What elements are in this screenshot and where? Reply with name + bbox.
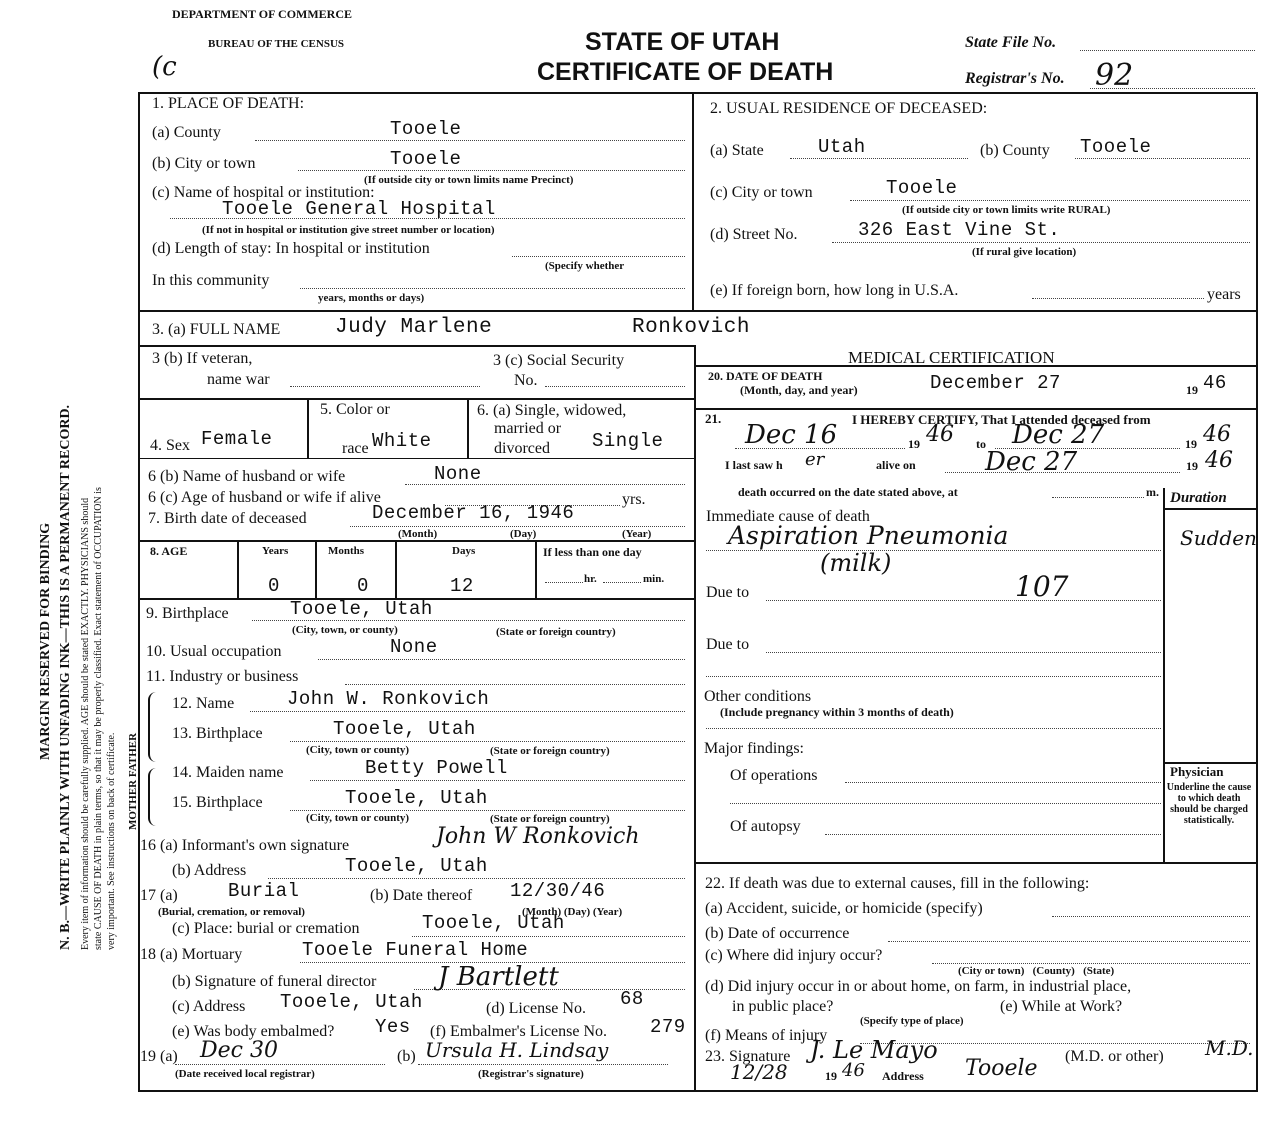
marital-label-2: married or bbox=[494, 420, 562, 437]
certify-to: Dec 27 bbox=[1012, 420, 1105, 450]
autopsy-label: Of autopsy bbox=[730, 818, 801, 835]
sex-value: Female bbox=[201, 428, 273, 450]
form-title-certificate: CERTIFICATE OF DEATH bbox=[537, 58, 834, 86]
residence-street-value: 326 East Vine St. bbox=[858, 219, 1061, 241]
mother-maiden-label: 14. Maiden name bbox=[172, 764, 284, 781]
place-hospital-label: (c) Name of hospital or institution: bbox=[152, 184, 375, 201]
signature-address: Tooele bbox=[965, 1056, 1038, 1081]
major-findings-label: Major findings: bbox=[704, 740, 804, 757]
birth-label: 7. Birth date of deceased bbox=[148, 510, 307, 527]
other-conditions-label: Other conditions bbox=[704, 688, 812, 705]
birthplace-note-2: (State or foreign country) bbox=[496, 626, 616, 638]
external-heading: 22. If death was due to external causes, fill in the following: bbox=[705, 875, 1090, 892]
father-name-value: John W. Ronkovich bbox=[287, 688, 490, 710]
margin-line2: Every item of information should be carefully supplied. AGE should be stated EXACTLY. PHYSICIANS should bbox=[80, 497, 91, 950]
bureau-label: BUREAU OF THE CENSUS bbox=[208, 38, 345, 50]
external-e: (e) While at Work? bbox=[1000, 998, 1123, 1015]
immediate-cause-label: Immediate cause of death bbox=[706, 508, 870, 525]
state-file-label: State File No. bbox=[965, 34, 1057, 51]
veteran-label: 3 (b) If veteran, bbox=[152, 350, 253, 367]
duration-label: Duration bbox=[1170, 490, 1227, 506]
margin-line4: very important. See instructions on back of certificate. bbox=[106, 732, 117, 950]
name-label: 3. (a) FULL NAME bbox=[152, 321, 281, 338]
mortuary-address-label: (c) Address bbox=[172, 998, 246, 1015]
signature-value: J. Le Mayo bbox=[810, 1036, 938, 1064]
medical-heading: MEDICAL CERTIFICATION bbox=[848, 348, 1055, 367]
external-b: (b) Date of occurrence bbox=[705, 925, 850, 942]
birthplace-label: 9. Birthplace bbox=[146, 605, 229, 622]
alive-date: Dec 27 bbox=[985, 447, 1078, 477]
death-occurred-label: death occurred on the date stated above, at bbox=[738, 485, 958, 499]
age-label: 8. AGE bbox=[150, 544, 188, 558]
duration-value: Sudden bbox=[1180, 526, 1257, 550]
embalmed-value: Yes bbox=[375, 1016, 411, 1038]
age-years-label: Years bbox=[262, 545, 289, 557]
informant-address-label: (b) Address bbox=[172, 862, 247, 879]
signature-md-value: M.D. bbox=[1205, 1036, 1254, 1060]
age-months-value: 0 bbox=[357, 575, 369, 597]
age-min-label: min. bbox=[643, 573, 665, 585]
place-hospital-note: (If not in hospital or institution give street number or location) bbox=[202, 224, 495, 236]
place-stay-label: (d) Length of stay: In hospital or institution bbox=[152, 240, 430, 257]
alive-label: alive on bbox=[876, 458, 916, 472]
place-specify: (Specify whether bbox=[545, 260, 625, 272]
signature-year-prefix: 19 bbox=[825, 1069, 837, 1083]
embalmer-value: 279 bbox=[650, 1016, 686, 1038]
death-year-prefix: 19 bbox=[1186, 383, 1198, 397]
registrar-sig-label: (b) bbox=[397, 1048, 416, 1065]
residence-county-value: Tooele bbox=[1080, 136, 1152, 158]
certify-to-prefix: 19 bbox=[1185, 437, 1197, 451]
residence-foreign-label: (e) If foreign born, how long in U.S.A. bbox=[710, 282, 959, 299]
residence-heading: 2. USUAL RESIDENCE OF DECEASED: bbox=[710, 100, 988, 117]
residence-city-note: (If outside city or town limits write RURAL) bbox=[902, 204, 1111, 216]
external-d: (d) Did injury occur in or about home, on farm, in industrial place, bbox=[705, 978, 1132, 995]
place-hospital-value: Tooele General Hospital bbox=[222, 198, 496, 220]
department-label: DEPARTMENT OF COMMERCE bbox=[172, 7, 353, 21]
residence-state-value: Utah bbox=[818, 136, 866, 158]
birth-year-note: (Year) bbox=[622, 528, 652, 540]
burial-date-note: (Month) (Day) (Year) bbox=[522, 906, 623, 918]
margin-line1: N. B.—WRITE PLAINLY WITH UNFADING INK—THIS IS A PERMANENT RECORD. bbox=[58, 404, 73, 950]
form-title-state: STATE OF UTAH bbox=[585, 28, 780, 56]
mother-birthplace-label: 15. Birthplace bbox=[172, 794, 263, 811]
name-first: Judy Marlene bbox=[335, 316, 493, 339]
certify-from-prefix: 19 bbox=[908, 437, 920, 451]
other-conditions-note: (Include pregnancy within 3 months of death) bbox=[720, 705, 954, 719]
embalmed-label: (e) Was body embalmed? bbox=[172, 1023, 335, 1040]
external-a: (a) Accident, suicide, or homicide (specify) bbox=[705, 900, 983, 917]
physician-label: Physician bbox=[1170, 764, 1224, 779]
ss-label: 3 (c) Social Security bbox=[493, 352, 625, 369]
place-community-label: In this community bbox=[152, 272, 270, 289]
race-value: White bbox=[372, 430, 432, 452]
father-birthplace-value: Tooele, Utah bbox=[333, 718, 476, 740]
corner-mark: (c bbox=[152, 52, 177, 82]
death-date-value: December 27 bbox=[930, 372, 1061, 394]
color-label: 5. Color or bbox=[320, 401, 390, 418]
informant-address-value: Tooele, Utah bbox=[345, 855, 488, 877]
embalmer-label: (f) Embalmer's License No. bbox=[430, 1023, 608, 1040]
residence-city-label: (c) City or town bbox=[710, 184, 813, 201]
mother-maiden-value: Betty Powell bbox=[365, 757, 508, 779]
father-birthplace-label: 13. Birthplace bbox=[172, 725, 263, 742]
father-note-1: (City, town or county) bbox=[306, 744, 410, 756]
signature-address-label: Address bbox=[882, 1069, 924, 1083]
mother-father-label: MOTHER FATHER bbox=[127, 732, 139, 830]
birth-month-note: (Month) bbox=[398, 528, 438, 540]
age-hr-label: hr. bbox=[584, 573, 597, 585]
last-saw-who: er bbox=[805, 449, 825, 470]
place-county-value: Tooele bbox=[390, 118, 462, 140]
place-city-note: (If outside city or town limits name Precinct) bbox=[364, 174, 574, 186]
occupation-value: None bbox=[390, 636, 438, 658]
age-months-label: Months bbox=[328, 545, 365, 557]
occupation-label: 10. Usual occupation bbox=[146, 643, 282, 660]
registrar-no-label: Registrar's No. bbox=[965, 70, 1065, 87]
burial-place-value: Tooele, Utah bbox=[422, 912, 565, 934]
father-note-2: (State or foreign country) bbox=[490, 745, 610, 757]
marital-value: Single bbox=[592, 430, 664, 452]
certify-text: I HEREBY CERTIFY, That I attended deceased from bbox=[852, 412, 1151, 427]
informant-sig-label: 16 (a) Informant's own signature bbox=[140, 837, 350, 854]
margin-line3: state CAUSE OF DEATH in plain terms, so that it may be properly classified. Exact statement of OCCUPATION is bbox=[93, 487, 104, 950]
residence-street-note: (If rural give location) bbox=[972, 246, 1077, 258]
birthplace-note-1: (City, town, or county) bbox=[292, 624, 398, 636]
mortuary-address-value: Tooele, Utah bbox=[280, 991, 423, 1013]
place-city-label: (b) City or town bbox=[152, 155, 256, 172]
father-name-label: 12. Name bbox=[172, 695, 235, 712]
residence-years: years bbox=[1207, 286, 1241, 303]
immediate-cause-value: Aspiration Pneumonia bbox=[728, 521, 1009, 550]
death-occurred-m: m. bbox=[1146, 485, 1159, 499]
industry-label: 11. Industry or business bbox=[146, 668, 299, 685]
burial-label: 17 (a) bbox=[140, 887, 178, 904]
burial-note: (Burial, cremation, or removal) bbox=[158, 906, 305, 918]
burial-value: Burial bbox=[228, 880, 300, 902]
residence-county-label: (b) County bbox=[980, 142, 1050, 159]
death-date-label-1: 20. DATE OF DEATH bbox=[708, 369, 823, 383]
birth-day-note: (Day) bbox=[510, 528, 537, 540]
place-county-label: (a) County bbox=[152, 124, 221, 141]
residence-street-label: (d) Street No. bbox=[710, 226, 798, 243]
spouse-age-label: 6 (c) Age of husband or wife if alive bbox=[148, 489, 381, 506]
place-community-note: years, months or days) bbox=[318, 292, 425, 304]
burial-date-value: 12/30/46 bbox=[510, 880, 606, 902]
yrs-label: yrs. bbox=[622, 491, 646, 508]
spouse-value: None bbox=[434, 463, 482, 485]
sex-label: 4. Sex bbox=[150, 437, 190, 454]
license-value: 68 bbox=[620, 988, 644, 1010]
alive-year: 46 bbox=[1205, 448, 1233, 473]
mother-note-2: (State or foreign country) bbox=[490, 813, 610, 825]
registrar-date: Dec 30 bbox=[200, 1038, 278, 1063]
certify-from: Dec 16 bbox=[745, 420, 838, 450]
registrar-label: 19 (a) bbox=[140, 1048, 178, 1065]
age-less-label: If less than one day bbox=[543, 545, 642, 559]
immediate-cause-note: (milk) bbox=[820, 549, 892, 577]
external-c-note: (City or town) (County) (State) bbox=[958, 965, 1115, 977]
place-city-value: Tooele bbox=[390, 148, 462, 170]
operations-label: Of operations bbox=[730, 767, 818, 784]
age-days-label: Days bbox=[452, 545, 476, 557]
registrar-sig-note: (Registrar's signature) bbox=[478, 1068, 584, 1080]
certify-to-year: 46 bbox=[1203, 422, 1231, 447]
alive-year-prefix: 19 bbox=[1186, 459, 1198, 473]
signature-year: 46 bbox=[842, 1060, 865, 1081]
name-last: Ronkovich bbox=[632, 316, 750, 339]
signature-label: 23. Signature bbox=[705, 1048, 791, 1065]
mother-note-1: (City, town or county) bbox=[306, 812, 410, 824]
certify-from-year: 46 bbox=[926, 422, 954, 447]
last-saw-label: I last saw h bbox=[725, 458, 783, 472]
spouse-label: 6 (b) Name of husband or wife bbox=[148, 468, 346, 485]
mortuary-label: 18 (a) Mortuary bbox=[140, 946, 243, 963]
informant-signature: John W Ronkovich bbox=[436, 824, 640, 849]
burial-date-label: (b) Date thereof bbox=[370, 887, 473, 904]
registrar-signature: Ursula H. Lindsay bbox=[425, 1038, 609, 1062]
death-year-value: 46 bbox=[1203, 372, 1227, 394]
external-d2: in public place? bbox=[732, 998, 834, 1015]
residence-state-label: (a) State bbox=[710, 142, 764, 159]
age-days-value: 12 bbox=[450, 575, 474, 597]
signature-date: 12/28 bbox=[730, 1060, 788, 1084]
external-f: (f) Means of injury bbox=[705, 1027, 828, 1044]
external-c: (c) Where did injury occur? bbox=[705, 947, 883, 964]
director-signature: J Bartlett bbox=[438, 962, 559, 992]
race-label: race bbox=[342, 440, 369, 457]
mother-birthplace-value: Tooele, Utah bbox=[345, 787, 488, 809]
marital-label-3: divorced bbox=[494, 440, 550, 457]
external-d-note: (Specify type of place) bbox=[860, 1015, 964, 1027]
marital-label-1: 6. (a) Single, widowed, bbox=[477, 402, 627, 419]
mortuary-value: Tooele Funeral Home bbox=[302, 939, 529, 961]
license-label: (d) License No. bbox=[486, 1000, 586, 1017]
birthplace-value: Tooele, Utah bbox=[290, 598, 433, 620]
signature-md-label: (M.D. or other) bbox=[1065, 1048, 1164, 1065]
ss-no-label: No. bbox=[514, 372, 538, 389]
registrar-no-value: 92 bbox=[1095, 58, 1134, 93]
age-years-value: 0 bbox=[268, 575, 280, 597]
residence-city-value: Tooele bbox=[886, 177, 958, 199]
director-label: (b) Signature of funeral director bbox=[172, 973, 377, 990]
death-date-label-2: (Month, day, and year) bbox=[740, 383, 858, 397]
burial-place-label: (c) Place: burial or cremation bbox=[172, 920, 360, 937]
certify-to-label: to bbox=[976, 437, 986, 451]
due-to-1-label: Due to bbox=[706, 584, 750, 601]
war-label: name war bbox=[207, 371, 270, 388]
margin-title: MARGIN RESERVED FOR BINDING bbox=[38, 522, 53, 760]
birth-value: December 16, 1946 bbox=[372, 502, 575, 524]
due-to-2-label: Due to bbox=[706, 636, 750, 653]
certify-number: 21. bbox=[705, 411, 722, 426]
due-to-1-value: 107 bbox=[1015, 570, 1069, 603]
place-heading: 1. PLACE OF DEATH: bbox=[152, 95, 305, 112]
registrar-date-note: (Date received local registrar) bbox=[175, 1068, 315, 1080]
physician-note: Underline the cause to which death should be charged statistically. bbox=[1166, 782, 1252, 826]
